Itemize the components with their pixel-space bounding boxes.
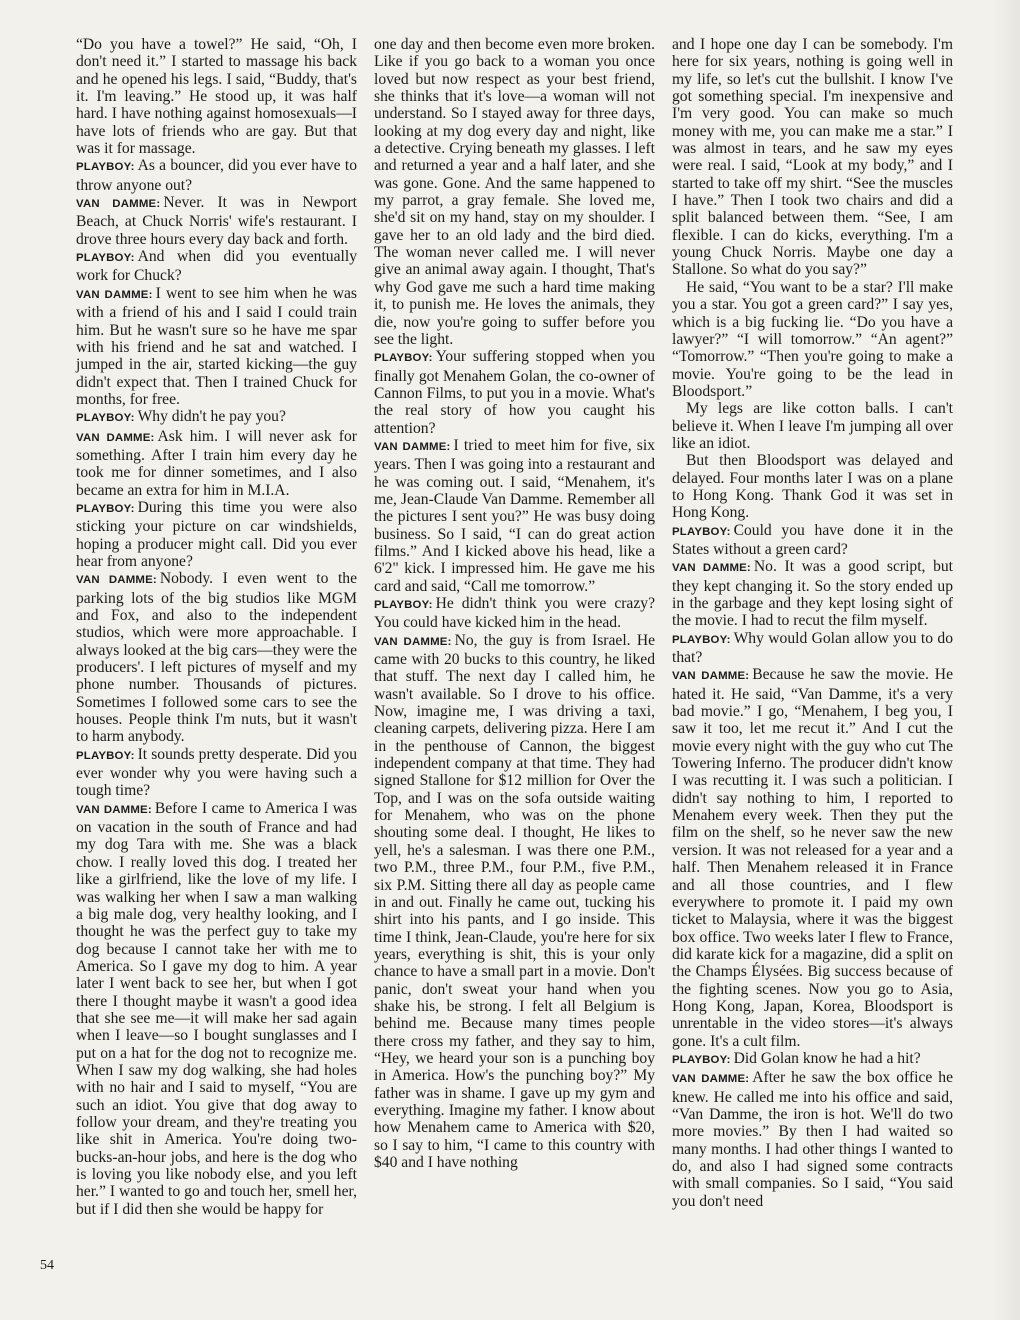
paragraph (672, 1050, 953, 1069)
paragraph (76, 746, 357, 800)
paragraph (672, 1069, 953, 1210)
paragraph-text: No, the guy is from Israel. He came with 20 bucks to this country, he liked that stuff. The next day I called him, he wasn't available. So I drove to his office. Now, imagine me, I was driving a taxi, cleaning carpets, delivering pizza. Here I am in the penthouse of Cannon, the biggest independent company at that time. They had signed Stallone for $12 million for Over the Top, and I was on the sofa outside waiting for Menahem, who was on the phone shouting some deal. I thought, He likes to yell, he's a salesman. I was there one P.M., two P.M., three P.M., four P.M., five P.M., six P.M. Sitting there all day as people came in and out. Finally he came out, tucking his shirt into his pants, and I go inside. This time I think, Jean-Claude, you're here for six years, everything is shit, this is your only chance to have a small part in a movie. Don't panic, don't sweat your hand when you shake his, be strong. I felt all Belgium is behind me. Because many times people there cross my father, and they say to him, “Hey, we heard your son is a punching boy in America. How's the punching boy?” My father was in shame. I gave up my gym and everything. Imagine my father. I know about how Menahem came to America with $20, so I say to him, “I came to this country with $40 and I have nothing (374, 631, 655, 1171)
paragraph-text: Your suffering stopped when you finally got Menahem Golan, the co-owner of Cannon Films, to put you in a movie. What's the real story of how you caught his attention? (374, 348, 655, 437)
paragraph-text: It sounds pretty desperate. Did you ever wonder why you were having such a tough time? (76, 745, 357, 800)
paragraph (374, 348, 655, 437)
paragraph (76, 194, 357, 248)
paragraph-text: Before I came to America I was on vacation in the south of France and had my dog Tara with me. She was a black chow. I really loved this dog. I treated her like a girlfriend, like the love of my life. I was walking her when I saw a man walking a big male dog, very healthy looking, and I thought he was the perfect guy to take my dog because I cannot take her with me to America. So I gave my dog to him. A year later I went back to see her, but when I got there I thought maybe it wasn't a good idea that she see me—it will make her sad again when I leave—so I bought sunglasses and I put on a hat for the dog not to recognize me. When I saw my dog walking, she had holes with no hair and I said to myself, “You are such an idiot. You give that dog away to follow your dream, and they're treating you like shit in America. You're doing two-bucks-an-hour jobs, and here is the dog who is loving you like nobody else, and you left her.” I wanted to go and touch her, smell her, but if I did then she would be happy for (76, 799, 358, 1218)
paragraph-text: Why would Golan allow you to do that? (672, 629, 953, 667)
paragraph-text: I went to see him when he was with a friend of his and I said I could train him. But he wasn't sure so he have me spar with his friend and he sat and watched. I jumped in the air, started kicking—the guy didn't expect that. Then I trained Chuck for months, for free. (76, 284, 357, 408)
text-column-3 (672, 36, 953, 1210)
paragraph-text: and I hope one day I can be somebody. I'm here for six years, nothing is going well in my life, so let's cut the bullshit. I know I've got something special. I'm inexpensive and I'm very good. You can make so much money with me, you can make me a star.” I was almost in tears, and he saw my eyes were real. I said, “Look at my body,” and I started to take off my shirt. “See the muscles I have.” Then I took two chairs and did a split balanced between them. “See, I am flexible. I can do kicks, everything. I'm a young Chuck Norris. Maybe one day a Stallone. So what do you say?” (672, 36, 953, 279)
speaker-label: VAN DAMME: (76, 574, 157, 587)
paragraph-text: He didn't think you were crazy? You could have kicked him in the head. (374, 595, 655, 632)
paragraph (374, 437, 655, 595)
paragraph (76, 285, 357, 408)
paragraph-text: one day and then become even more broken. Like if you go back to a woman you once loved but now respect as your best friend, she thinks that it's love—a woman will not understand. So I stayed away for three days, looking at my dog every day and night, like a detective. Crying beneath my glasses. I left and returned a year and a half later, and she was gone. Gone. And the same happened to my parrot, a gray female. She loved me, she'd sit on my hand, stay on my shoulder. I gave her to an old lady and the bird died. The woman never called me. I will never give an animal away again. I thought, That's why God gave me such a hard time making it, to punish me. He loves the animals, they die, now you're going to suffer before you see the light. (374, 36, 655, 348)
paragraph (672, 400, 953, 452)
paragraph (76, 800, 357, 1218)
speaker-label: PLAYBOY: (672, 1053, 731, 1066)
paragraph (672, 558, 953, 629)
speaker-label: VAN DAMME: (76, 803, 152, 816)
speaker-label: PLAYBOY: (672, 633, 731, 646)
paragraph (672, 36, 953, 279)
page-edge-shadow (992, 0, 1020, 1320)
text-column-1 (76, 36, 357, 1218)
speaker-label: VAN DAMME: (374, 440, 451, 453)
speaker-label: PLAYBOY: (374, 599, 433, 611)
paragraph-text: After he saw the box office he knew. He called me into his office and said, “Van Damme, the iron is hot. We'll do two more movies.” By then I had waited so many months. I had other things I wanted to do, and also I had signed some contracts with small companies. So I said, “You said you don't need (672, 1069, 953, 1210)
paragraph-text: But then Bloodsport was delayed and delayed. Four months later I was on a plane to Hong Kong. Thank God it was set in Hong Kong. (672, 452, 953, 522)
speaker-label: VAN DAMME: (672, 562, 751, 575)
paragraph-text: Ask him. I will never ask for something. After I train him every day he took me for dinner sometimes, and I also became an extra for him in M.I.A. (76, 427, 357, 499)
paragraph-text: As a bouncer, did you ever have to throw anyone out? (76, 157, 357, 194)
speaker-label: PLAYBOY: (76, 502, 135, 515)
paragraph-text: He said, “You want to be a star? I'll make you a star. You got a green card?” I say yes, which is a big fucking lie. “Do you have a lawyer?” “I will tomorrow.” “An agent?” “Tomorrow.” “Then you're going to make a movie. You're going to be the lead in Bloodsport.” (672, 278, 953, 400)
speaker-label: PLAYBOY: (76, 412, 135, 425)
speaker-label: VAN DAMME: (76, 198, 161, 211)
paragraph-text: Could you have done it in the States without a green card? (672, 521, 953, 558)
page-number: 54 (40, 1258, 54, 1273)
paragraph (374, 36, 655, 348)
speaker-label: VAN DAMME: (672, 1073, 750, 1086)
paragraph (672, 630, 953, 667)
paragraph (672, 279, 953, 400)
paragraph-text: Because he saw the movie. He hated it. He said, “Van Damme, it's a very bad movie.” I go, “Menahem, I beg you, I saw it too, let me recut it.” And I cut the movie every night with the guy who cut The Towering Inferno. The producer didn't know I was recutting it. I was such a politician. I didn't say nothing to him, I reported to Menahem every week. Then they put the film on the shelf, so he never saw the new version. It was not released for a year and a half. Then Menahem released it in France and all those countries, and I flew everywhere to promote it. I paid my own ticket to Malaysia, where it was the biggest box office. Two weeks later I flew to France, did karate kick for a magazine, did a split on the Champs Élysées. Big success because of the fighting scenes. Now you go to Asia, Hong Kong, Japan, Korea, Bloodsport is unrentable in the video stores—it's always gone. It's a cult film. (672, 666, 953, 1050)
paragraph (672, 452, 953, 521)
paragraph (76, 248, 357, 285)
paragraph-text: Never. It was in Newport Beach, at Chuck Norris' wife's restaurant. I drove three hours every day back and forth. (76, 194, 357, 248)
speaker-label: PLAYBOY: (672, 525, 731, 538)
paragraph-text: And when did you eventually work for Chuck? (76, 248, 357, 285)
speaker-label: PLAYBOY: (76, 749, 135, 762)
paragraph (672, 666, 953, 1050)
speaker-label: PLAYBOY: (76, 161, 135, 174)
speaker-label: VAN DAMME: (374, 635, 452, 648)
paragraph-text: Did Golan know he had a hit? (733, 1049, 921, 1067)
paragraph (374, 632, 655, 1172)
speaker-label: PLAYBOY: (374, 352, 433, 365)
paragraph (76, 570, 357, 745)
text-column-2 (374, 36, 655, 1171)
paragraph (76, 408, 357, 427)
paragraph-text: My legs are like cotton balls. I can't believe it. When I leave I'm jumping all over like an idiot. (672, 400, 953, 452)
paragraph-text: “Do you have a towel?” He said, “Oh, I don't need it.” I started to massage his back and he opened his legs. I said, “Buddy, that's it. I'm leaving.” He stood up, it was half hard. I have nothing against homosexuals—I have lots of friends who are gay. But that was it for massage. (76, 36, 357, 158)
paragraph (76, 428, 357, 499)
paragraph-text: During this time you were also sticking your picture on car windshields, hoping a producer might call. Did you ever hear from anyone? (76, 498, 357, 570)
paragraph (374, 595, 655, 632)
paragraph (76, 499, 357, 570)
paragraph-text: Nobody. I even went to the parking lots of the big studios like MGM and Fox, and also to the independent studios, which were more approachable. I always looked at the big cars—they were the producers'. I left pictures of myself and my phone number. Thousands of pictures. Sometimes I followed some cars to see the houses. People think I'm nuts, but it wasn't to harm anybody. (76, 570, 358, 746)
paragraph-text: No. It was a good script, but they kept changing it. So the story ended up in the garbage and they kept losing sight of the movie. I had to recut the film myself. (672, 558, 954, 630)
paragraph (672, 522, 953, 559)
paragraph-text: Why didn't he pay you? (137, 408, 286, 426)
running-head (40, 40, 64, 200)
speaker-label: VAN DAMME: (76, 288, 153, 301)
speaker-label: PLAYBOY: (76, 252, 135, 265)
paragraph-text: I tried to meet him for five, six years. Then I was going into a restaurant and he was coming out. I said, “Menahem, it's me, Jean-Claude Van Damme. Remember all the pictures I sent you?” He was busy doing business. So I said, “I can do great action films.” And I kicked above his head, like a 6'2" kick. I impressed him. He gave me his card and said, “Call me tomorrow.” (374, 436, 656, 595)
paragraph (76, 36, 357, 157)
speaker-label: VAN DAMME: (76, 431, 155, 444)
paragraph (76, 157, 357, 194)
speaker-label: VAN DAMME: (672, 670, 750, 683)
